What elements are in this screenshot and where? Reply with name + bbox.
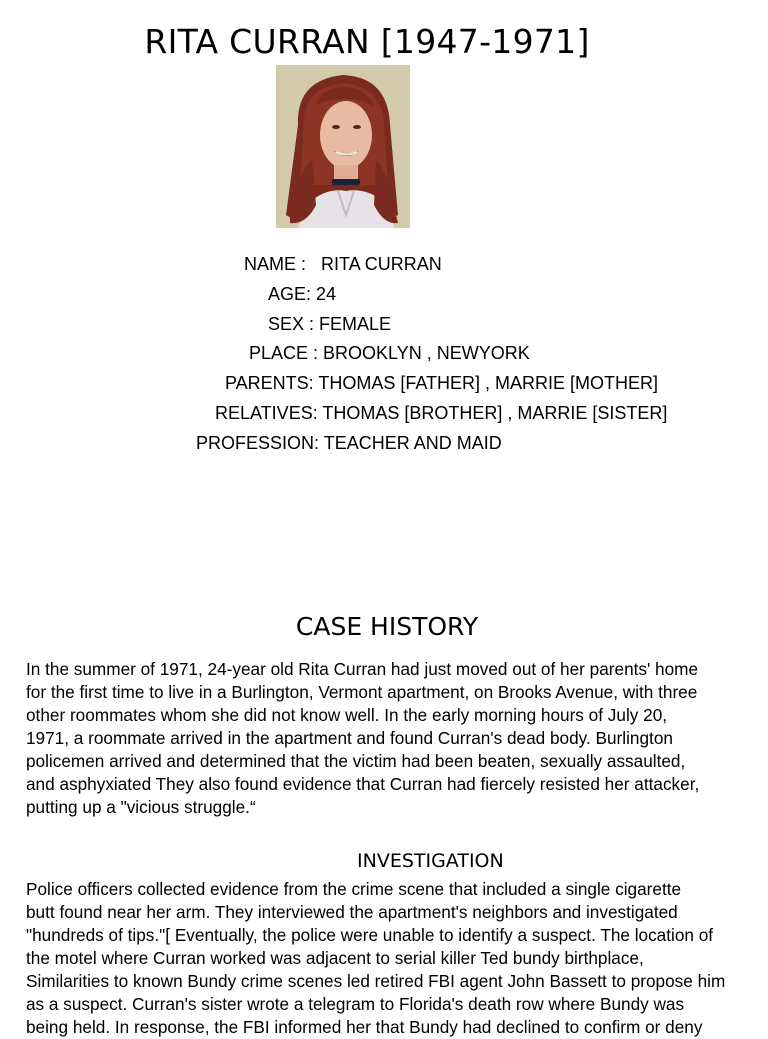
- info-label: SEX :: [268, 314, 315, 334]
- paragraph-line: and asphyxiated They also found evidence that Curran had fiercely resisted her attacker,: [26, 774, 700, 794]
- info-row-relatives: [215, 402, 667, 424]
- info-row-age: [268, 283, 336, 305]
- info-label: AGE:: [268, 284, 312, 304]
- paragraph-line: the motel where Curran worked was adjacent to serial killer Ted bundy birthplace,: [26, 948, 644, 968]
- paragraph-line: for the first time to live in a Burlington, Vermont apartment, on Brooks Avenue, with three: [26, 682, 698, 702]
- info-value: FEMALE: [319, 314, 392, 334]
- info-row-name: [244, 253, 442, 275]
- case-history-text: [26, 658, 746, 819]
- paragraph-line: as a suspect. Curran's sister wrote a telegram to Florida's death row where Bundy was: [26, 994, 685, 1014]
- info-label: NAME :: [244, 254, 307, 274]
- paragraph-line: putting up a "vicious struggle.“: [26, 797, 256, 817]
- investigation-text: [26, 878, 746, 1039]
- paragraph-line: policemen arrived and determined that the victim had been beaten, sexually assaulted,: [26, 751, 686, 771]
- paragraph-line: butt found near her arm. They interviewed the apartment's neighbors and investigated: [26, 902, 678, 922]
- info-value: TEACHER AND MAID: [323, 433, 502, 453]
- info-row-sex: [268, 313, 391, 335]
- victim-photo: [276, 65, 410, 228]
- info-value: RITA CURRAN: [321, 254, 442, 274]
- page-title: RITA CURRAN [1947-1971]: [144, 22, 590, 61]
- info-value: 24: [316, 284, 337, 304]
- case-history-heading: CASE HISTORY: [295, 612, 479, 641]
- investigation-heading: INVESTIGATION: [357, 850, 504, 872]
- paragraph-line: In the summer of 1971, 24-year old Rita Curran had just moved out of her parents' home: [26, 659, 699, 679]
- paragraph-line: "hundreds of tips."[ Eventually, the police were unable to identify a suspect. The location of: [26, 925, 714, 945]
- paragraph-line: Similarities to known Bundy crime scenes led retired FBI agent John Bassett to propose him: [26, 971, 726, 991]
- paragraph-line: Police officers collected evidence from the crime scene that included a single cigarette: [26, 879, 682, 899]
- info-row-profession: [196, 432, 502, 454]
- info-value: THOMAS [FATHER] , MARRIE [MOTHER]: [318, 373, 659, 393]
- info-label: PLACE :: [249, 343, 319, 363]
- info-value: THOMAS [BROTHER] , MARRIE [SISTER]: [322, 403, 668, 423]
- info-label: PARENTS:: [225, 373, 314, 393]
- portrait-image: [276, 65, 410, 228]
- info-row-parents: [225, 372, 658, 394]
- paragraph-line: other roommates whom she did not know well. In the early morning hours of July 20,: [26, 705, 668, 725]
- info-value: BROOKLYN , NEWYORK: [323, 343, 530, 363]
- info-label: PROFESSION:: [196, 433, 320, 453]
- info-row-place: [249, 342, 530, 364]
- paragraph-line: 1971, a roommate arrived in the apartment and found Curran's dead body. Burlington: [26, 728, 673, 748]
- info-label: RELATIVES:: [215, 403, 318, 423]
- paragraph-line: being held. In response, the FBI informed her that Bundy had declined to confirm or deny: [26, 1017, 703, 1037]
